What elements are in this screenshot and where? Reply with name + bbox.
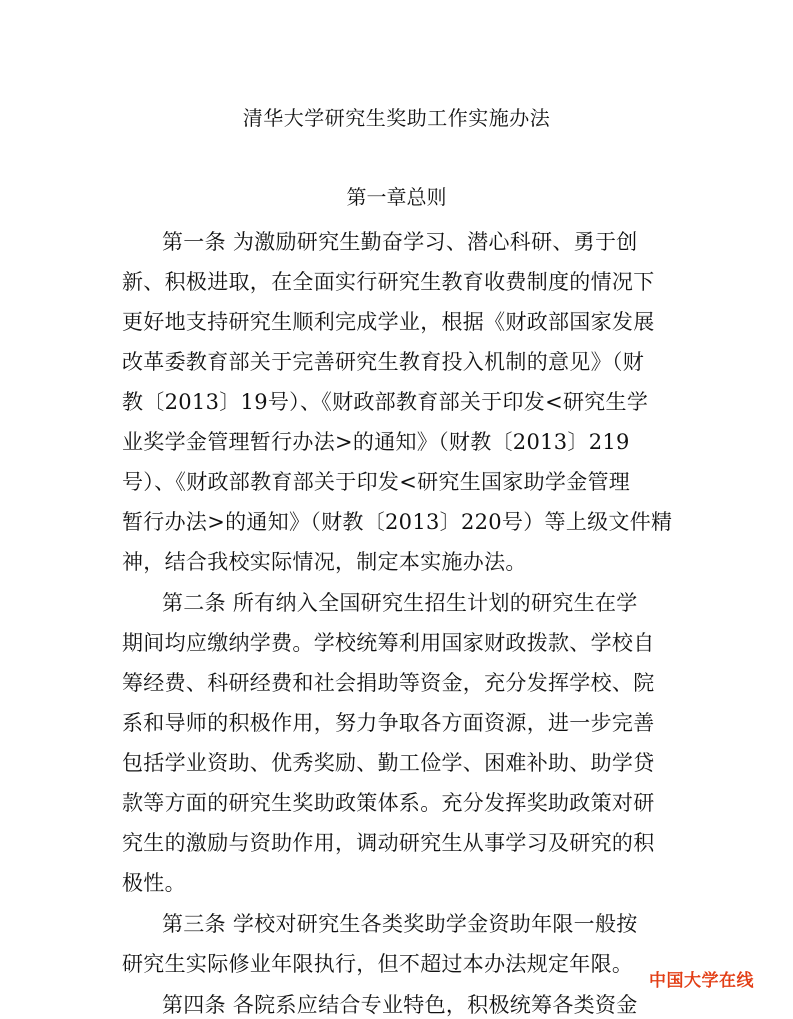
article-1-line-1: 第一条 为激励研究生勤奋学习、潜心科研、勇于创 [162,230,638,254]
article-2-line-5: 包括学业资助、优秀奖励、勤工俭学、困难补助、助学贷 [122,751,655,775]
article-1-line-5: 教〔2013〕19号）、《财政部教育部关于印发<研究生学 [122,390,649,414]
article-1-line-6: 业奖学金管理暂行办法>的通知》（财教〔2013〕219 [122,430,630,454]
article-1-line-8: 暂行办法>的通知》（财教〔2013〕220号）等上级文件精 [122,510,673,534]
article-1-line-7: 号）、《财政部教育部关于印发<研究生国家助学金管理 [122,470,631,494]
document-title: 清华大学研究生奖助工作实施办法 [242,106,551,130]
article-2-line-8: 极性。 [122,871,186,895]
article-2-line-4: 系和导师的积极作用，努力争取各方面资源，进一步完善 [122,711,655,735]
article-3-line-2: 研究生实际修业年限执行，但不超过本办法规定年限。 [122,952,634,976]
article-2-line-3: 筹经费、科研经费和社会捐助等资金，充分发挥学校、院 [122,671,655,695]
site-watermark: 中国大学在线 [649,971,754,991]
article-2-line-2: 期间均应缴纳学费。学校统筹利用国家财政拨款、学校自 [122,631,655,655]
article-1-line-9: 神，结合我校实际情况，制定本实施办法。 [122,550,527,574]
article-3-line-1: 第三条 学校对研究生各类奖助学金资助年限一般按 [162,912,638,936]
article-4-line-1: 第四条 各院系应结合专业特色，积极统筹各类资金 [162,993,638,1017]
article-1-line-3: 更好地支持研究生顺利完成学业，根据《财政部国家发展 [122,310,655,334]
article-2-line-1: 第二条 所有纳入全国研究生招生计划的研究生在学 [162,591,638,615]
article-1-line-4: 改革委教育部关于完善研究生教育投入机制的意见》（财 [122,350,644,374]
article-1-line-2: 新、积极进取，在全面实行研究生教育收费制度的情况下 [122,270,655,294]
chapter-heading: 第一章总则 [346,185,447,209]
article-2-line-7: 究生的激励与资助作用，调动研究生从事学习及研究的积 [122,831,655,855]
article-2-line-6: 款等方面的研究生奖助政策体系。充分发挥奖助政策对研 [122,791,655,815]
